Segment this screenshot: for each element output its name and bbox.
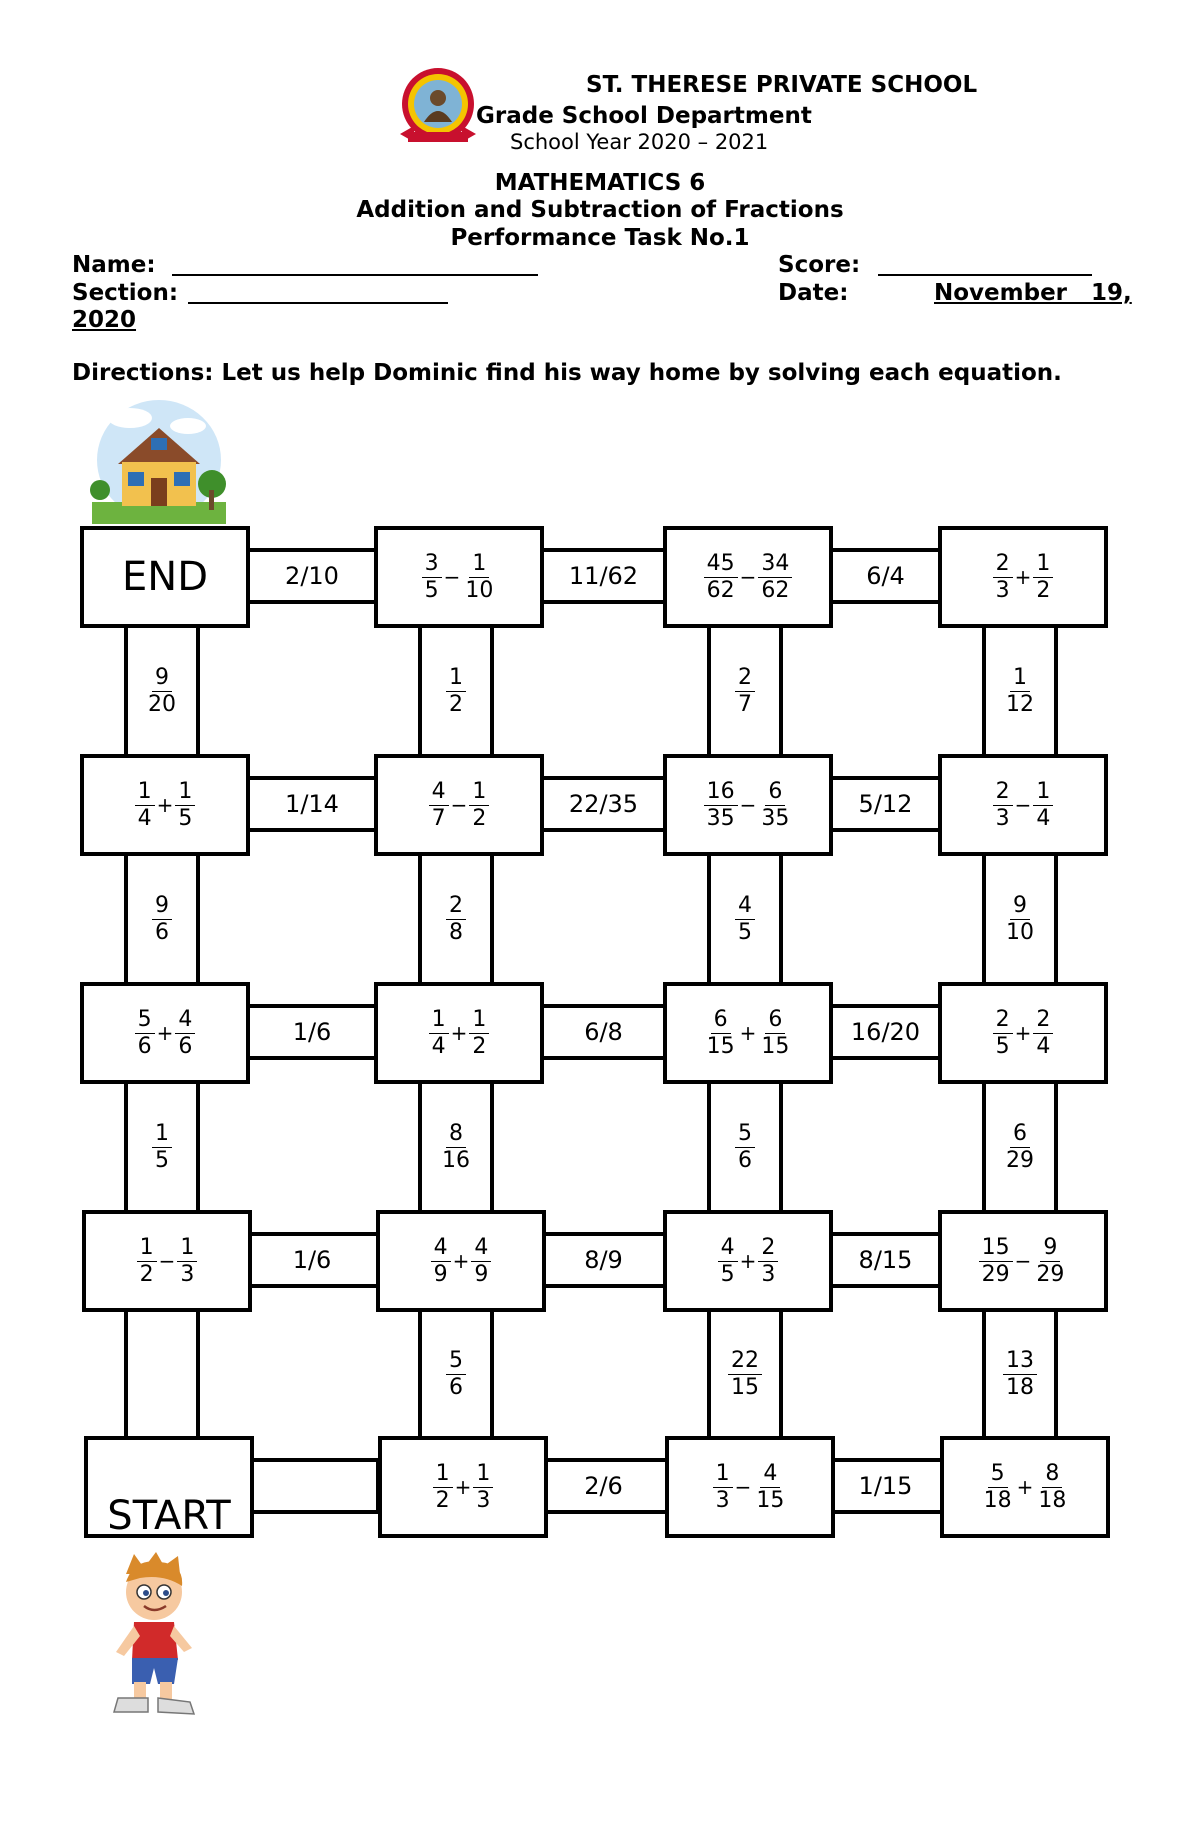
denominator: 62 [706, 577, 735, 603]
equation-box[interactable] [938, 982, 1108, 1084]
equation-box[interactable] [80, 982, 250, 1084]
equation [993, 1007, 1054, 1060]
task-title: Performance Task No.1 [450, 225, 750, 251]
operator: + [739, 1249, 757, 1273]
numerator: 22 [728, 1348, 762, 1375]
operator: + [454, 1475, 472, 1499]
numerator: 34 [758, 551, 792, 578]
path-answer: 11/62 [568, 562, 639, 590]
operator: + [156, 793, 174, 817]
fraction [1035, 1461, 1069, 1514]
equation [135, 1007, 196, 1060]
numerator: 2 [735, 665, 755, 692]
denominator: 10 [1006, 919, 1034, 945]
fraction [1033, 1235, 1067, 1288]
denominator: 7 [431, 805, 446, 831]
denominator: 4 [137, 805, 152, 831]
fraction [713, 1461, 733, 1514]
numerator: 9 [1010, 893, 1030, 920]
start-label: START [107, 1493, 231, 1539]
fraction [462, 551, 496, 604]
operator: + [450, 1021, 468, 1045]
path-answer [1003, 665, 1037, 718]
vertical-path[interactable] [707, 622, 783, 760]
denominator: 8 [449, 919, 463, 945]
vertical-path[interactable] [124, 622, 200, 760]
denominator: 6 [155, 919, 169, 945]
equation [993, 779, 1054, 832]
numerator: 1 [446, 665, 466, 692]
fraction [469, 779, 489, 832]
fraction [704, 779, 738, 832]
numerator: 4 [175, 1007, 195, 1034]
equation [704, 1007, 793, 1060]
path-answer [152, 1121, 172, 1174]
equation [713, 1461, 788, 1514]
denominator: 62 [761, 577, 790, 603]
equation [135, 779, 196, 832]
equation [431, 1235, 492, 1288]
equation [429, 1007, 490, 1060]
denominator: 3 [180, 1261, 195, 1287]
denominator: 18 [1038, 1487, 1067, 1513]
fraction [718, 1235, 738, 1288]
fraction [993, 1007, 1013, 1060]
vertical-path[interactable] [982, 622, 1058, 760]
school-year: School Year 2020 – 2021 [510, 130, 769, 154]
horizontal-path[interactable] [244, 548, 380, 604]
fraction [471, 1235, 491, 1288]
equation-box[interactable] [663, 1210, 833, 1312]
path-answer [728, 1348, 762, 1401]
numerator: 5 [446, 1348, 466, 1375]
equation-box[interactable] [938, 526, 1108, 628]
horizontal-path[interactable] [244, 1232, 380, 1288]
numerator: 1 [1033, 779, 1053, 806]
operator: + [452, 1249, 470, 1273]
section-label: Section: [72, 280, 179, 306]
operator: − [739, 565, 757, 589]
fraction [993, 551, 1013, 604]
path-answer: 1/6 [292, 1246, 332, 1274]
vertical-path[interactable] [124, 850, 200, 988]
denominator: 9 [474, 1261, 489, 1287]
horizontal-path[interactable] [827, 1232, 944, 1288]
denominator: 5 [738, 919, 752, 945]
horizontal-path[interactable] [244, 776, 380, 832]
numerator: 4 [760, 1461, 780, 1488]
equation [433, 1461, 494, 1514]
operator: − [739, 793, 757, 817]
fraction [1033, 551, 1053, 604]
name-label: Name: [72, 252, 156, 278]
equation-box[interactable] [665, 1436, 835, 1538]
fraction [177, 1235, 197, 1288]
numerator: 2 [993, 1007, 1013, 1034]
equation [993, 551, 1054, 604]
numerator: 1 [469, 551, 489, 578]
path-answer: 1/6 [292, 1018, 332, 1046]
fraction [758, 1235, 778, 1288]
numerator: 5 [735, 1121, 755, 1148]
numerator: 2 [993, 551, 1013, 578]
numerator: 4 [429, 779, 449, 806]
fraction [137, 1235, 157, 1288]
path-answer [446, 1348, 466, 1401]
numerator: 5 [988, 1461, 1008, 1488]
numerator: 6 [765, 779, 785, 806]
numerator: 45 [704, 551, 738, 578]
horizontal-path[interactable] [538, 548, 669, 604]
topic-title: Addition and Subtraction of Fractions [356, 197, 844, 223]
path-answer [145, 665, 179, 718]
fraction [175, 1007, 195, 1060]
numerator: 4 [735, 893, 755, 920]
vertical-path[interactable] [707, 850, 783, 988]
denominator: 29 [1036, 1261, 1065, 1287]
path-answer: 5/12 [858, 790, 913, 818]
fraction [1033, 779, 1053, 832]
path-answer: 2/6 [584, 1472, 623, 1500]
denominator: 12 [1006, 691, 1034, 717]
operator: − [734, 1475, 752, 1499]
denominator: 10 [465, 577, 494, 603]
denominator: 6 [137, 1033, 152, 1059]
numerator: 1 [473, 1461, 493, 1488]
score-label: Score: [778, 252, 861, 278]
numerator: 8 [446, 1121, 466, 1148]
denominator: 3 [476, 1487, 491, 1513]
horizontal-path[interactable] [244, 1458, 380, 1514]
equation-box[interactable] [374, 526, 544, 628]
numerator: 2 [1033, 1007, 1053, 1034]
fraction [429, 779, 449, 832]
denominator: 2 [449, 691, 463, 717]
horizontal-path[interactable] [827, 548, 944, 604]
operator: + [1016, 1475, 1034, 1499]
path-answer: 6/4 [866, 562, 905, 590]
equation-box[interactable] [940, 1436, 1110, 1538]
equation-box[interactable] [938, 1210, 1108, 1312]
path-answer [439, 1121, 473, 1174]
denominator: 18 [1006, 1374, 1034, 1400]
numerator: 4 [718, 1235, 738, 1262]
numerator: 8 [1042, 1461, 1062, 1488]
numerator: 4 [431, 1235, 451, 1262]
equation-box[interactable] [663, 754, 833, 856]
vertical-path[interactable] [982, 850, 1058, 988]
denominator: 6 [449, 1374, 463, 1400]
denominator: 5 [155, 1147, 169, 1173]
path-answer: 8/9 [584, 1246, 623, 1274]
denominator: 2 [139, 1261, 154, 1287]
numerator: 1 [469, 1007, 489, 1034]
operator: − [1014, 793, 1032, 817]
denominator: 9 [433, 1261, 448, 1287]
numerator: 15 [979, 1235, 1013, 1262]
equation-box[interactable] [378, 1436, 548, 1538]
equation [704, 779, 793, 832]
vertical-path[interactable] [707, 1306, 783, 1442]
numerator: 1 [175, 779, 195, 806]
fraction [1033, 1007, 1053, 1060]
numerator: 1 [1010, 665, 1030, 692]
numerator: 1 [135, 779, 155, 806]
date-label: Date: [778, 280, 849, 306]
denominator: 4 [1036, 1033, 1051, 1059]
numerator: 1 [1033, 551, 1053, 578]
equation-box[interactable] [938, 754, 1108, 856]
numerator: 9 [152, 665, 172, 692]
equation [429, 779, 490, 832]
denominator: 2 [472, 805, 487, 831]
path-answer: 1/15 [858, 1472, 913, 1500]
denominator: 3 [995, 577, 1010, 603]
numerator: 6 [1010, 1121, 1030, 1148]
path-answer [446, 893, 466, 946]
equation [718, 1235, 779, 1288]
fraction [473, 1461, 493, 1514]
path-answer [735, 893, 755, 946]
equation [422, 551, 497, 604]
boy-icon [104, 1552, 214, 1722]
fraction [433, 1461, 453, 1514]
equation-box[interactable] [82, 1210, 252, 1312]
denominator: 16 [442, 1147, 470, 1173]
fraction [993, 779, 1013, 832]
denominator: 20 [148, 691, 176, 717]
vertical-path[interactable] [418, 622, 494, 760]
denominator: 35 [761, 805, 790, 831]
denominator: 15 [761, 1033, 790, 1059]
numerator: 1 [469, 779, 489, 806]
numerator: 2 [758, 1235, 778, 1262]
fraction [981, 1461, 1015, 1514]
horizontal-path[interactable] [244, 1004, 380, 1060]
numerator: 16 [704, 779, 738, 806]
path-answer [446, 665, 466, 718]
operator: − [443, 565, 461, 589]
path-answer: 1/14 [285, 790, 339, 818]
denominator: 29 [1006, 1147, 1034, 1173]
denominator: 6 [738, 1147, 752, 1173]
vertical-path[interactable] [124, 1306, 200, 1442]
fraction [135, 779, 155, 832]
numerator: 1 [137, 1235, 157, 1262]
fraction [429, 1007, 449, 1060]
denominator: 6 [178, 1033, 193, 1059]
vertical-path[interactable] [418, 1306, 494, 1442]
operator: + [1014, 565, 1032, 589]
path-answer [735, 665, 755, 718]
path-answer: 6/8 [584, 1018, 623, 1046]
denominator: 2 [1036, 577, 1051, 603]
start-box[interactable] [84, 1436, 254, 1538]
denominator: 5 [178, 805, 193, 831]
fraction [753, 1461, 787, 1514]
fraction [758, 779, 792, 832]
vertical-path[interactable] [124, 1078, 200, 1216]
operator: + [739, 1021, 757, 1045]
denominator: 3 [761, 1261, 776, 1287]
numerator: 2 [446, 893, 466, 920]
directions: Directions: Let us help Dominic find his way home by solving each equation. [72, 360, 1062, 386]
denominator: 35 [706, 805, 735, 831]
denominator: 15 [756, 1487, 785, 1513]
fraction [758, 1007, 792, 1060]
operator: + [156, 1021, 174, 1045]
numerator: 5 [135, 1007, 155, 1034]
fraction [175, 779, 195, 832]
numerator: 13 [1003, 1348, 1037, 1375]
horizontal-path[interactable] [538, 776, 669, 832]
fraction [422, 551, 442, 604]
equation [137, 1235, 198, 1288]
date-year: 2020 [72, 307, 137, 333]
operator: − [450, 793, 468, 817]
equation [981, 1461, 1070, 1514]
operator: − [1014, 1249, 1032, 1273]
horizontal-path[interactable] [538, 1232, 669, 1288]
path-answer [152, 893, 172, 946]
denominator: 4 [431, 1033, 446, 1059]
numerator: 3 [422, 551, 442, 578]
path-answer: 2/10 [285, 562, 339, 590]
denominator: 3 [995, 805, 1010, 831]
denominator: 5 [995, 1033, 1010, 1059]
equation-box[interactable] [663, 982, 833, 1084]
operator: − [158, 1249, 176, 1273]
denominator: 4 [1036, 805, 1051, 831]
vertical-path[interactable] [707, 1078, 783, 1216]
vertical-path[interactable] [418, 1078, 494, 1216]
numerator: 1 [429, 1007, 449, 1034]
path-answer: 22/35 [568, 790, 639, 818]
denominator: 2 [472, 1033, 487, 1059]
denominator: 2 [435, 1487, 450, 1513]
numerator: 1 [713, 1461, 733, 1488]
equation [704, 551, 793, 604]
numerator: 9 [1040, 1235, 1060, 1262]
path-answer [1003, 1348, 1037, 1401]
end-box[interactable] [80, 526, 250, 628]
fraction [431, 1235, 451, 1288]
department: Grade School Department [476, 103, 812, 129]
numerator: 1 [152, 1121, 172, 1148]
horizontal-path[interactable] [827, 1004, 944, 1060]
vertical-path[interactable] [418, 850, 494, 988]
path-answer: 8/15 [858, 1246, 913, 1274]
equation-box[interactable] [374, 754, 544, 856]
date-value: November 19, [934, 280, 1132, 306]
denominator: 15 [706, 1033, 735, 1059]
fraction [758, 551, 792, 604]
denominator: 5 [424, 577, 439, 603]
denominator: 18 [983, 1487, 1012, 1513]
path-answer [1003, 1121, 1037, 1174]
path-answer: 16/20 [850, 1018, 921, 1046]
denominator: 29 [981, 1261, 1010, 1287]
subject-title: MATHEMATICS 6 [494, 170, 706, 196]
path-answer [735, 1121, 755, 1174]
horizontal-path[interactable] [827, 776, 944, 832]
denominator: 7 [738, 691, 752, 717]
end-label: END [122, 554, 208, 600]
fraction [135, 1007, 155, 1060]
equation-box[interactable] [376, 1210, 546, 1312]
numerator: 2 [993, 779, 1013, 806]
school-name: ST. THERESE PRIVATE SCHOOL [586, 72, 978, 98]
equation-box[interactable] [374, 982, 544, 1084]
fraction [469, 1007, 489, 1060]
numerator: 1 [433, 1461, 453, 1488]
equation-box[interactable] [80, 754, 250, 856]
fraction [704, 551, 738, 604]
operator: + [1014, 1021, 1032, 1045]
horizontal-path[interactable] [827, 1458, 944, 1514]
equation-box[interactable] [663, 526, 833, 628]
vertical-path[interactable] [982, 1306, 1058, 1442]
equation [979, 1235, 1068, 1288]
numerator: 9 [152, 893, 172, 920]
numerator: 1 [177, 1235, 197, 1262]
fraction [704, 1007, 738, 1060]
numerator: 6 [765, 1007, 785, 1034]
vertical-path[interactable] [982, 1078, 1058, 1216]
fraction [979, 1235, 1013, 1288]
path-answer [1003, 893, 1037, 946]
denominator: 15 [731, 1374, 759, 1400]
horizontal-path[interactable] [538, 1458, 669, 1514]
numerator: 6 [711, 1007, 731, 1034]
denominator: 5 [720, 1261, 735, 1287]
horizontal-path[interactable] [538, 1004, 669, 1060]
denominator: 3 [715, 1487, 730, 1513]
numerator: 4 [471, 1235, 491, 1262]
